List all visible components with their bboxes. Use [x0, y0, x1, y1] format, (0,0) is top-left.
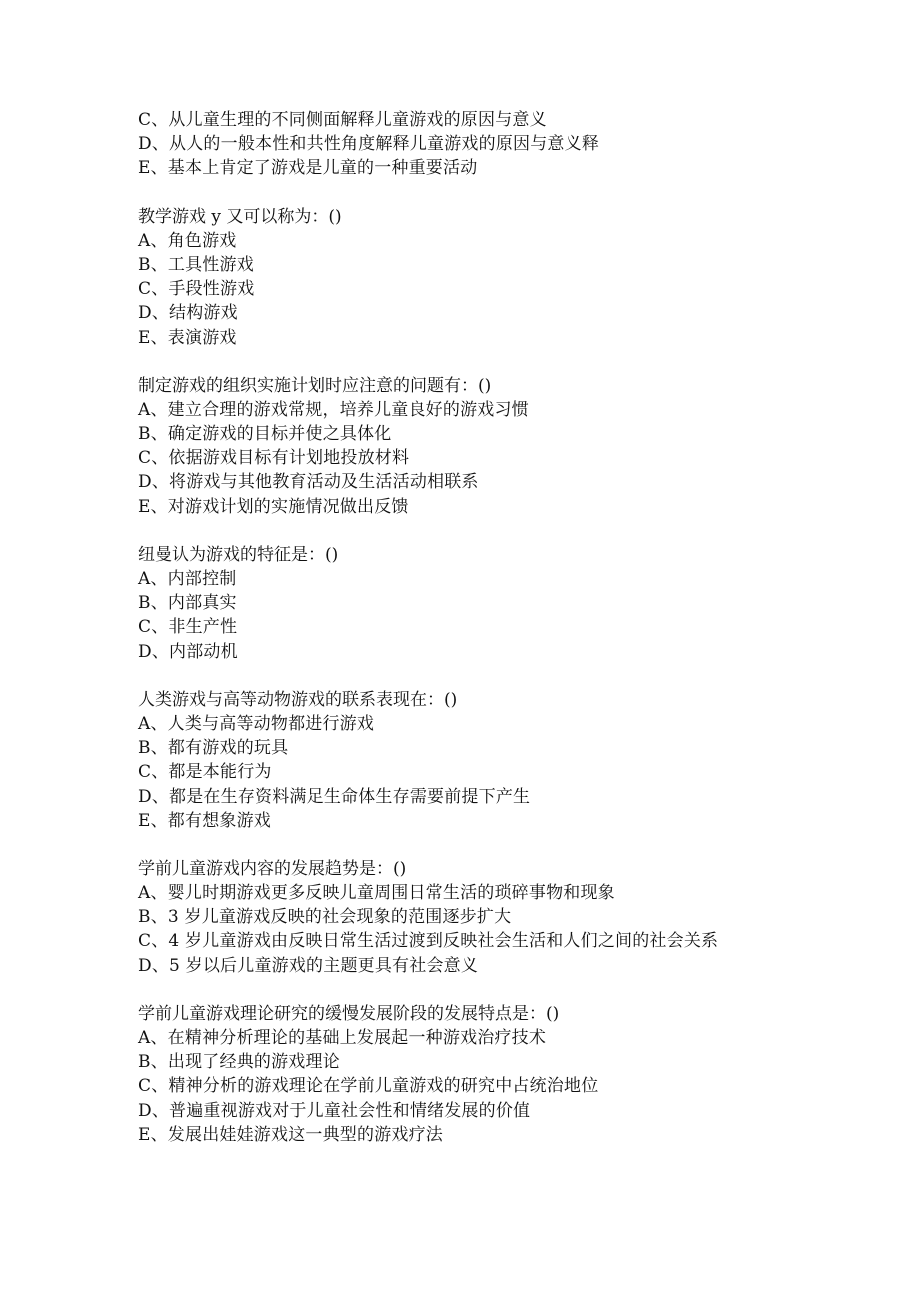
question-stem: 学前儿童游戏理论研究的缓慢发展阶段的发展特点是：() — [138, 1003, 560, 1024]
option-line: E、表演游戏 — [138, 327, 237, 348]
option-line: B、确定游戏的目标并使之具体化 — [138, 424, 392, 445]
option-line: A、人类与高等动物都进行游戏 — [138, 713, 375, 734]
option-line: C、从儿童生理的不同侧面解释儿童游戏的原因与意义 — [138, 110, 547, 130]
option-line: D、都是在生存资料满足生命体生存需要前提下产生 — [138, 786, 531, 807]
option-line: D、普遍重视游戏对于儿童社会性和情绪发展的价值 — [138, 1100, 531, 1121]
option-line: D、内部动机 — [138, 641, 238, 662]
option-line: C、4 岁儿童游戏由反映日常生活过渡到反映社会生活和人们之间的社会关系 — [138, 931, 719, 952]
question-stem: 制定游戏的组织实施计划时应注意的问题有：() — [138, 375, 492, 396]
question-stem: 纽曼认为游戏的特征是：() — [138, 544, 339, 565]
option-line: D、结构游戏 — [138, 303, 238, 324]
option-line: B、出现了经典的游戏理论 — [138, 1052, 340, 1073]
option-line: D、从人的一般本性和共性角度解释儿童游戏的原因与意义释 — [138, 134, 600, 155]
option-line: C、手段性游戏 — [138, 279, 255, 300]
option-line: E、对游戏计划的实施情况做出反馈 — [138, 496, 409, 517]
option-line: C、都是本能行为 — [138, 762, 272, 783]
option-line: B、内部真实 — [138, 593, 237, 614]
option-line: B、工具性游戏 — [138, 254, 254, 275]
question-block — [138, 1002, 898, 1147]
option-line: A、建立合理的游戏常规，培养儿童良好的游戏习惯 — [138, 399, 529, 420]
question-stem: 人类游戏与高等动物游戏的联系表现在：() — [138, 689, 458, 710]
option-line: A、内部控制 — [138, 569, 237, 589]
option-line: B、3 岁儿童游戏反映的社会现象的范围逐步扩大 — [138, 907, 512, 928]
option-line: A、角色游戏 — [138, 230, 237, 251]
document-page — [138, 108, 898, 1171]
question-block — [138, 688, 898, 833]
question-stem: 学前儿童游戏内容的发展趋势是：() — [138, 858, 407, 879]
option-line: E、基本上肯定了游戏是儿童的一种重要活动 — [138, 158, 478, 179]
option-line: D、5 岁以后儿童游戏的主题更具有社会意义 — [138, 955, 479, 976]
option-line: C、依据游戏目标有计划地投放材料 — [138, 448, 410, 469]
option-line: A、婴儿时期游戏更多反映儿童周围日常生活的琐碎事物和现象 — [138, 883, 615, 904]
option-line: A、在精神分析理论的基础上发展起一种游戏治疗技术 — [138, 1028, 547, 1048]
option-line: C、非生产性 — [138, 617, 238, 638]
question-block — [138, 543, 898, 664]
question-block — [138, 857, 898, 978]
question-block — [138, 205, 898, 350]
option-line: E、都有想象游戏 — [138, 810, 272, 831]
question-stem: 教学游戏 y 又可以称为：() — [138, 206, 342, 227]
option-line: E、发展出娃娃游戏这一典型的游戏疗法 — [138, 1124, 444, 1145]
option-line: B、都有游戏的玩具 — [138, 738, 289, 759]
continued-options-block — [138, 108, 898, 181]
question-block — [138, 374, 898, 519]
option-line: C、精神分析的游戏理论在学前儿童游戏的研究中占统治地位 — [138, 1076, 599, 1097]
option-line: D、将游戏与其他教育活动及生活活动相联系 — [138, 472, 479, 493]
